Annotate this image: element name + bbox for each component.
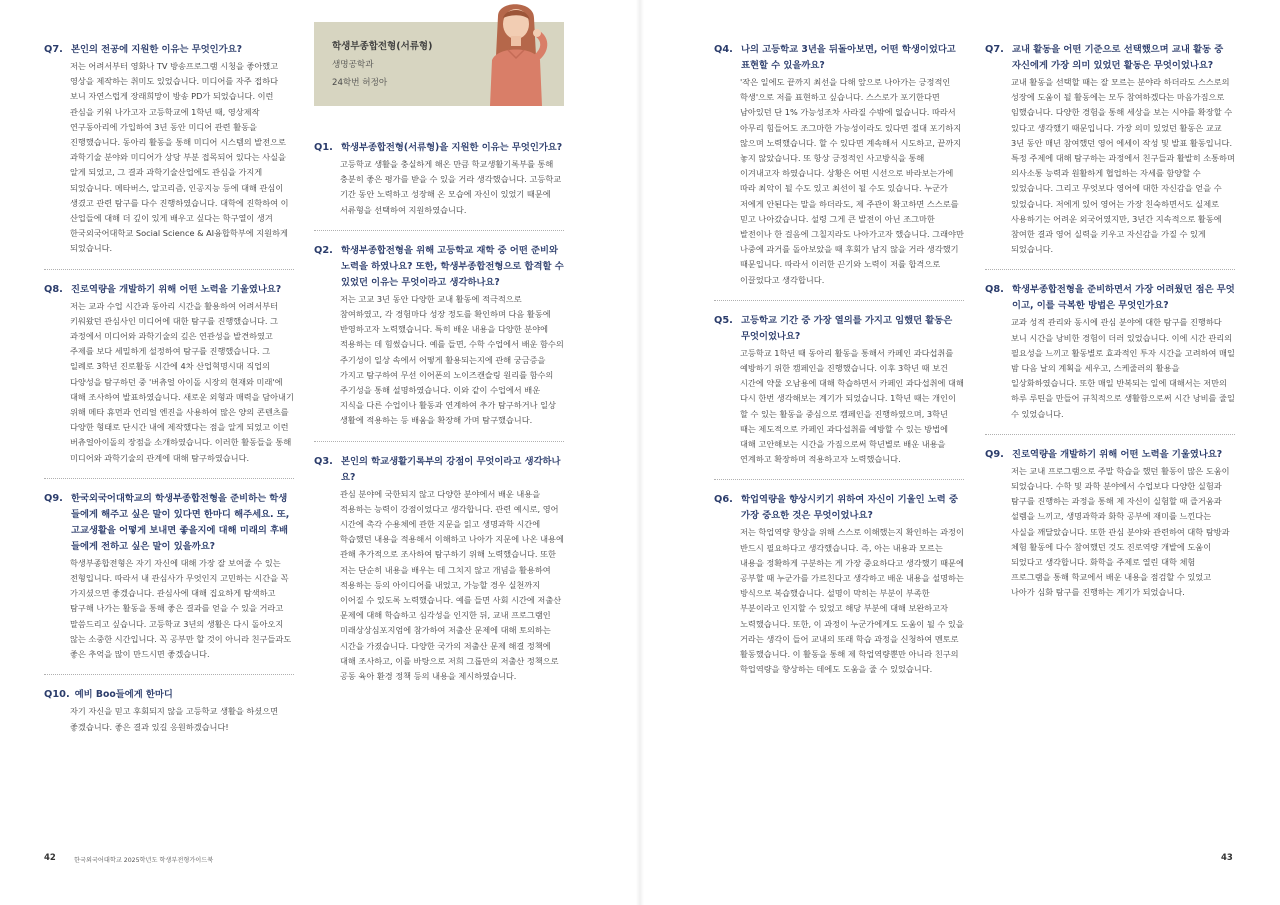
- answer-text: 교과 성적 관리와 동시에 관심 분야에 대한 탐구를 진행하다 보니 시간을 낭비한 경험이 더러 있었습니다. 이에 시간 관리의 필요성을 느끼고 활동별로 효과적인 투자 시간을 고려하여 매일 밤 다음 날의 계획을 세우고, 스케줄러의 활용을 일상화하였습니다. 또한 매일 반복되는 일에 대해서는 저만의 하루 루틴을 만들어 규칙적으로 생활함으로써 시간 낭비를 줄일 수 있었습니다.: [1011, 317, 1235, 419]
- question-text: 본인의 전공에 지원한 이유는 무엇인가요?: [71, 44, 243, 55]
- answer-text: 관심 분야에 국한되지 않고 다양한 분야에서 배운 내용을 적용하는 능력이 강점이었다고 생각합니다. 관련 예시로, 영어 시간에 촉각 수용체에 관한 지문을 읽고 생명과학 시간에 학습했던 내용을 적용해서 이해하고 나아가 지문에 나온 내용에 관해 추가적으로 조사하여 탐구하기 위해 노력했습니다. 또한 저는 단순히 내용을 배우는 데 그치지 않고 개념을 활용하여 적용하는 등의 아이디어를 내었고, 가능할 경우 실천까지 이어질 수 있도록 노력했습니다. 예를 들면 사회 시간에 저출산 문제에 대해 학습하고 심각성을 인지한 뒤, 교내 프로그램인 미래상상심포지엄에 참가하여 저출산 문제에 대해 토의하는 시간을 가졌습니다. 다양한 국가의 저출산 문제 해결 정책에 대해 조사하고, 이를 바탕으로 저희 그룹만의 저출산 정책으로 공동 육아 환경 정책 등의 내용을 제시하였습니다.: [340, 488, 564, 682]
- qa-item: [314, 454, 564, 697]
- page-gutter: [636, 0, 644, 905]
- question-text: 학생부종합전형을 준비하면서 가장 어려웠던 점은 무엇이고, 이를 극복한 방법은 무엇인가요?: [1012, 284, 1235, 312]
- question-number: Q8.: [44, 283, 63, 295]
- question-text: 학생부종합전형을 위해 고등학교 재학 중 어떤 준비와 노력을 하였나요? 또한, 학생부종합전형으로 합격할 수 있었던 이유는 무엇이라고 생각하나요?: [341, 244, 564, 288]
- question-text: 예비 Boo들에게 한마디: [74, 689, 173, 701]
- question-number: Q7.: [985, 44, 1004, 55]
- answer-text: 저는 어려서부터 영화나 TV 방송프로그램 시청을 좋아했고 영상을 제작하는 취미도 있었습니다. 미디어를 자주 접하다 보니 자연스럽게 장래희망이 방송 PD가 되었습니다. 이런 관심을 키워 나가고자 고등학교에 1학년 때, 영상제작 연구동아리에 가입하여 3년 동안 미디어 관련 활동을 진행했습니다. 동아리 활동을 통해 미디어 시스템의 발전으로 과학기술 분야와 미디어가 상당 부분 접목되어 있다는 사실을 알게 되었고, 그 결과 과학기술산업에도 관심을 가지게 되었습니다. 메타버스, 알고리즘, 인공지능 등에 대해 관심이 생겼고 관련 탐구를 다수 진행하였습니다. 대학에 진학하여 이 산업들에 대해 더 깊이 있게 배우고 싶다는 학구열이 생겨 한국외국어대학교 Social Science & AI융합학부에 지원하게 되었습니다.: [70, 61, 289, 254]
- qa-item: [714, 313, 964, 481]
- answer-text: '작은 일에도 끝까지 최선을 다해 앞으로 나아가는 긍정적인 학생'으로 저를 표현하고 싶습니다. 스스로가 포기한다면 남아있던 단 1% 가능성조차 사라질 수밖에 없습니다. 따라서 아무리 힘들어도 조그마한 가능성이라도 있다면 절대 포기하지 않으며 노력했습니다. 할 수 있다면 계속해서 시도하고, 끝까지 놓지 않았습니다. 또 항상 긍정적인 사고방식을 통해 이겨내고자 하였습니다. 상황은 어떤 시선으로 바라보는가에 따라 최악이 될 수도 있고 최선이 될 수도 있습니다. 누군가 저에게 안된다는 말을 하더라도, 제 주관이 확고하면 스스로를 믿고 나아갔습니다. 설령 그게 큰 발전이 아닌 조그마한 발전이나 한 걸음에 그칠지라도 나아가고자 했습니다. 그래야만 나중에 과거를 돌아보았을 때 후회가 남지 않을 거라 생각했기 때문입니다. 따라서 이러한 끈기와 노력이 저를 합격으로 이끌었다고 생각합니다.: [740, 77, 964, 285]
- qa-item: [714, 492, 964, 689]
- question-text: 진로역량을 개발하기 위해 어떤 노력을 기울였나요?: [1012, 448, 1223, 460]
- question-text: 교내 활동을 어떤 기준으로 선택했으며 교내 활동 중 자신에게 가장 의미 있었던 활동은 무엇이었나요?: [1012, 44, 1224, 71]
- answer-text: 자기 자신을 믿고 후회되지 않을 고등학교 생활을 하셨으면 좋겠습니다. 좋은 결과 있길 응원하겠습니다!: [70, 706, 279, 732]
- answer-text: 교내 활동을 선택할 때는 잘 모르는 분야라 하더라도 스스로의 성장에 도움이 될 활동에는 모두 참여하겠다는 마음가짐으로 임했습니다. 다양한 경험을 통해 세상을 보는 시야를 확장할 수 있다고 생각했기 때문입니다. 가장 의미 있었던 활동은 교교 3년 동안 매년 참여했던 영어 에세이 작성 및 발표 활동입니다. 특정 주제에 대해 탐구하는 과정에서 친구들과 활발히 소통하며 의사소통 능력과 원활하게 협업하는 자세를 함양할 수 있었습니다. 그리고 무엇보다 영어에 대한 자신감을 얻을 수 있었습니다. 저에게 있어 영어는 가장 친숙하면서도 실제로 사용하기는 어려운 외국어였지만, 3년간 지속적으로 활동에 참여한 결과 영어 실력을 키우고 자신감을 가질 수 있게 되었습니다.: [1011, 77, 1235, 255]
- question-number: Q4.: [714, 44, 733, 55]
- profile-title: 학생부종합전형(서류형): [332, 41, 433, 52]
- left-page-number: 42: [44, 853, 56, 863]
- answer-text: 고등학교 생활을 충실하게 해온 만큼 학교생활기록부를 통해 충분히 좋은 평가를 받을 수 있을 거라 생각했습니다. 고등학교 기간 동안 노력하고 성장해 온 모습에 자신이 있었기 때문에 서류형을 선택하여 지원하였습니다.: [340, 159, 562, 215]
- right-column-1: [714, 42, 964, 702]
- qa-item: [985, 282, 1235, 434]
- question-number: Q9.: [985, 448, 1004, 460]
- qa-item: [44, 282, 294, 479]
- qa-item: [985, 447, 1235, 613]
- qa-item: [314, 243, 564, 442]
- answer-text: 저는 교과 수업 시간과 동아리 시간을 활용하여 어려서부터 키워왔던 관심사인 미디어에 대한 탐구를 진행했습니다. 그 과정에서 미디어와 과학기술의 깊은 연관성을 발견하였고 주제를 보다 세밀하게 설정하여 탐구를 진행했습니다. 그 일례로 3학년 진로활동 시간에 4차 산업혁명시대 직업의 다양성을 탐구하던 중 '버츄얼 아이돌 시장의 현재와 미래'에 대해 조사하여 발표하였습니다. 새로운 외형과 매력을 담아내기 위해 메타 휴먼과 언리얼 엔진을 사용하여 많은 양의 콘텐츠를 다양한 형태로 단시간 내에 제작했다는 점을 알게 되었고 이런 버츄얼아이돌의 장점을 소개하였습니다. 이러한 활동들을 통해 미디어와 과학기술의 관계에 대해 탐구하였습니다.: [70, 300, 294, 463]
- qa-item: [44, 491, 294, 675]
- answer-text: 저는 고교 3년 동안 다양한 교내 활동에 적극적으로 참여하였고, 각 경험마다 성장 정도를 확인하며 다음 활동에 반영하고자 노력했습니다. 특히 배운 내용을 다양한 분야에 적용하는 데 힘썼습니다. 예를 들면, 수학 수업에서 배운 함수의 주기성이 일상 속에서 어떻게 활용되는지에 관해 궁금증을 가지고 탐구하여 무선 이어폰의 노이즈캔슬링 원리를 함수의 주기성을 통해 설명하였습니다. 이와 같이 수업에서 배운 지식을 다른 수업이나 활동과 연계하여 추가 탐구하거나 일상 생활에 적용하는 등 배움을 확장해 가며 탐구했습니다.: [340, 293, 564, 426]
- question-number: Q8.: [985, 284, 1004, 296]
- qa-item: [985, 42, 1235, 270]
- question-number: Q2.: [314, 244, 333, 256]
- question-text: 본인의 학교생활기록부의 강점이 무엇이라고 생각하나요?: [341, 455, 561, 483]
- question-text: 고등학교 기간 중 가장 열의를 가지고 임했던 활동은 무엇이었나요?: [741, 314, 953, 342]
- qa-item: [314, 140, 564, 231]
- answer-text: 저는 학업역량 향상을 위해 스스로 이해했는지 확인하는 과정이 반드시 필요하다고 생각했습니다. 즉, 아는 내용과 모르는 내용을 정확하게 구분하는 게 가장 중요하다고 생각했기 때문에 공부할 때 누군가를 가르친다고 생각하고 배운 내용을 설명하는 방식으로 복습했습니다. 설명이 막히는 부분이 부족한 부분이라고 인지할 수 있었고 해당 부분에 대해 보완하고자 노력했습니다. 또한, 이 과정이 누군가에게도 도움이 될 수 있을 거라는 생각이 들어 교내의 또래 학습 과정을 신청하여 멘토로 활동했습니다. 이 활동을 통해 제 학업역량뿐만 아니라 친구의 학업역량을 향상하는 데에도 도움을 줄 수 있었습니다.: [740, 527, 964, 675]
- right-page-number: 43: [1221, 853, 1233, 863]
- answer-text: 고등학교 1학년 때 동아리 활동을 통해서 카페인 과다섭취를 예방하기 위한 캠페인을 진행했습니다. 이후 3학년 때 보건 시간에 약물 오남용에 대해 학습하면서 카페인 과다섭취에 대해 다시 한번 생각해보는 계기가 되었습니다. 1학년 때는 개인이 할 수 있는 활동을 중심으로 캠페인을 진행하였으며, 3학년 때는 제도적으로 카페인 과다섭취를 예방할 수 있는 방법에 대해 고안해보는 시간을 가짐으로써 학년별로 배운 내용을 연계하고 확장하며 적용하고자 노력했습니다.: [740, 347, 964, 465]
- answer-text: 저는 교내 프로그램으로 주말 학습을 했던 활동이 많은 도움이 되었습니다. 수학 및 과학 분야에서 수업보다 다양한 실험과 탐구를 진행하는 과정을 통해 제 자신이 실험할 때 즐거움과 설렘을 느끼고, 생명과학과 화학 공부에 재미를 느낀다는 사실을 깨달았습니다. 또한 관심 분야와 관련하여 대학 탐방과 체험 활동에 다수 참여했던 것도 진로역량 개발에 도움이 되었다고 생각합니다. 화학을 주제로 열린 대학 체험 프로그램을 통해 학교에서 배운 내용을 점검할 수 있었고 나아가 심화 탐구를 진행하는 계기가 되었습니다.: [1011, 465, 1230, 598]
- question-number: Q10.: [44, 689, 70, 701]
- question-number: Q7.: [44, 44, 63, 55]
- student-profile: [314, 18, 564, 124]
- right-column-2: [985, 42, 1235, 625]
- qa-item: [44, 42, 294, 270]
- qa-item: [714, 42, 964, 301]
- question-number: Q1.: [314, 142, 333, 153]
- footer-publication-title: 한국외국어대학교 2025학년도 학생부전형가이드북: [74, 857, 214, 864]
- profile-major: 생명공학과: [332, 60, 374, 70]
- left-column-2: [314, 18, 564, 708]
- question-text: 학생부종합전형(서류형)을 지원한 이유는 무엇인가요?: [341, 142, 563, 153]
- question-text: 학업역량을 향상시키기 위하여 자신이 기울인 노력 중 가장 중요한 것은 무엇이었나요?: [741, 494, 958, 522]
- qa-item: [44, 687, 294, 746]
- question-number: Q9.: [44, 492, 63, 504]
- question-number: Q5.: [714, 314, 733, 326]
- question-text: 나의 고등학교 3년을 뒤돌아보면, 어떤 학생이었다고 표현할 수 있을까요?: [741, 44, 956, 71]
- question-text: 한국외국어대학교의 학생부종합전형을 준비하는 학생들에게 해주고 싶은 말이 있다면 한마디 해주세요. 또, 고교생활을 어떻게 보내면 좋을지에 대해 미래의 후배들에게 전하고 싶은 말이 있을까요?: [71, 492, 290, 552]
- student-illustration: [468, 0, 564, 106]
- question-number: Q3.: [314, 455, 333, 467]
- answer-text: 학생부종합전형은 자기 자신에 대해 가장 잘 보여줄 수 있는 전형입니다. 따라서 내 관심사가 무엇인지 고민하는 시간을 꼭 가지셨으면 좋겠습니다. 관심사에 대해 집요하게 탐색하고 탐구해 나가는 활동을 통해 좋은 결과를 얻을 수 있을 거라고 말씀드리고 싶습니다. 고등학교 3년의 생활은 다시 돌아오지 않는 소중한 시간입니다. 꼭 공부만 할 것이 아니라 친구들과도 좋은 추억을 많이 만드시면 좋겠습니다.: [70, 557, 292, 660]
- question-text: 진로역량을 개발하기 위해 어떤 노력을 기울였나요?: [71, 283, 282, 295]
- left-column-1: [44, 42, 294, 759]
- question-number: Q6.: [714, 494, 733, 506]
- profile-student: 24학번 허정아: [332, 78, 388, 88]
